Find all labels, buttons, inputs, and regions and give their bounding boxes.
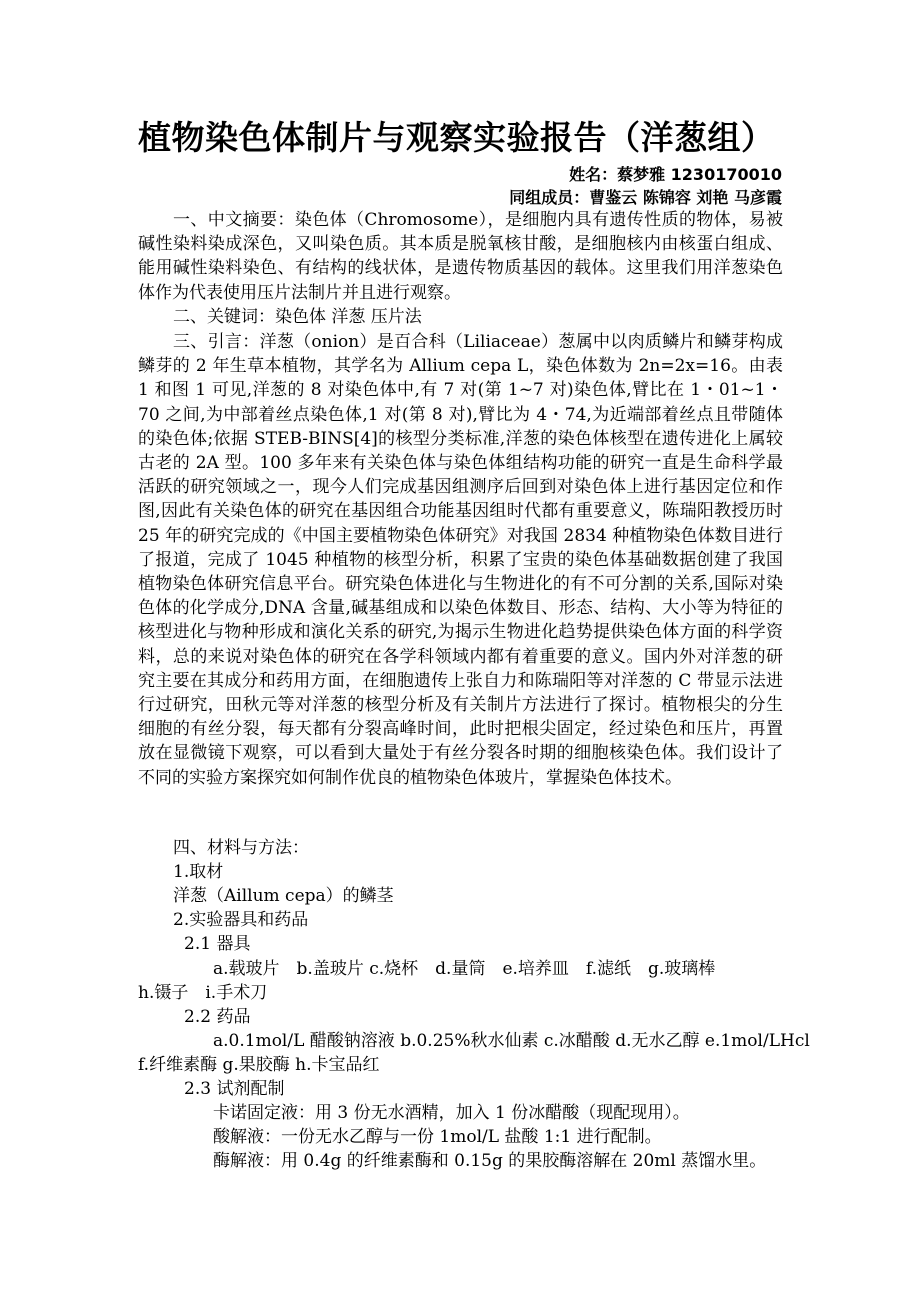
members-line: 同组成员：曹鉴云 陈锦容 刘艳 马彦霞 (509, 188, 782, 207)
section-2-3-heading: 2.3 试剂配制 (184, 1079, 285, 1099)
reagent-acid-line: 酸解液：一份无水乙醇与一份 1mol/L 盐酸 1:1 进行配制。 (213, 1127, 662, 1147)
methods-heading: 四、材料与方法： (173, 838, 309, 858)
reagent-enzyme-line: 酶解液：用 0.4g 的纤维素酶和 0.15g 的果胶酶溶解在 20ml 蒸馏水里。 (213, 1151, 767, 1171)
section-2-2-items-line-2: f.纤维素酶 g.果胶酶 h.卡宝品红 (138, 1055, 380, 1075)
document-title: 植物染色体制片与观察实验报告（洋葱组） (138, 118, 775, 157)
section-2-1-items-line-1: a.载玻片 b.盖玻片 c.烧杯 d.量筒 e.培养皿 f.滤纸 g.玻璃棒 (213, 959, 716, 979)
author-line: 姓名：蔡梦雅 1230170010 (569, 165, 782, 184)
section-1-heading: 1.取材 (173, 862, 224, 882)
section-2-1-items-line-2: h.镊子 i.手术刀 (138, 983, 268, 1003)
section-2-heading: 2.实验器具和药品 (173, 910, 309, 930)
section-1-text: 洋葱（Aillum cepa）的鳞茎 (173, 886, 394, 906)
reagent-carnoy-line: 卡诺固定液：用 3 份无水酒精，加入 1 份冰醋酸（现配现用）。 (213, 1103, 690, 1123)
section-2-2-items-line-1: a.0.1mol/L 醋酸钠溶液 b.0.25%秋水仙素 c.冰醋酸 d.无水乙醇 e.1mol/LHcl (213, 1031, 810, 1051)
section-2-1-heading: 2.1 器具 (184, 934, 251, 954)
abstract-paragraph: 一、中文摘要：染色体（Chromosome），是细胞内具有遗传性质的物体，易被碱性染料染成深色，又叫染色质。其本质是脱氧核甘酸，是细胞核内由核蛋白组成、能用碱性染料染色、有结构的线状体，是遗传物质基因的载体。这里我们用洋葱染色体作为代表使用压片法制片并且进行观察。 (138, 210, 783, 303)
keywords-paragraph: 二、关键词：染色体 洋葱 压片法 (173, 307, 422, 327)
introduction-paragraph: 三、引言：洋葱（onion）是百合科（Liliaceae）葱属中以肉质鳞片和鳞芽构成鳞芽的 2 年生草本植物，其学名为 Allium cepa L，染色体数为 2n=2x=16。由表 1 和图 1 可见,洋葱的 8 对染色体中,有 7 对(第 1~7 对)染色体,臂比在 1・01~1・70 之间,为中部着丝点染色体,1 对(第 8 对),臂比为 4・74,为近端部着丝点且带随体的染色体;依据 STEB-BINS[4]的核型分类标准,洋葱的染色体核型在遗传进化上属较古老的 2A 型。100 多年来有关染色体与染色体组结构功能的研究一直是生命科学最活跃的研究领域之一，现今人们完成基因组测序后回到对染色体上进行基因定位和作图,因此有关染色体的研究在基因组合功能基因组时代都有重要意义，陈瑞阳教授历时 25 年的研究完成的《中国主要植物染色体研究》对我国 2834 种植物染色体数目进行了报道，完成了 1045 种植物的核型分析，积累了宝贵的染色体基础数据创建了我国植物染色体研究信息平台。研究染色体进化与生物进化的有不可分割的关系,国际对染色体的化学成分,DNA 含量,碱基组成和以染色体数目、形态、结构、大小等为特征的核型进化与物种形成和演化关系的研究,为揭示生物进化趋势提供染色体方面的科学资料，总的来说对染色体的研究在各学科领域内都有着重要的意义。国内外对洋葱的研究主要在其成分和药用方面，在细胞遗传上张自力和陈瑞阳等对洋葱的 C 带显示法进行过研究，田秋元等对洋葱的核型分析及有关制片方法进行了探讨。植物根尖的分生细胞的有丝分裂，每天都有分裂高峰时间，此时把根尖固定，经过染色和压片，再置放在显微镜下观察，可以看到大量处于有丝分裂各时期的细胞核染色体。我们设计了不同的实验方案探究如何制作优良的植物染色体玻片，掌握染色体技术。 (138, 332, 783, 788)
section-2-2-heading: 2.2 药品 (184, 1007, 251, 1027)
